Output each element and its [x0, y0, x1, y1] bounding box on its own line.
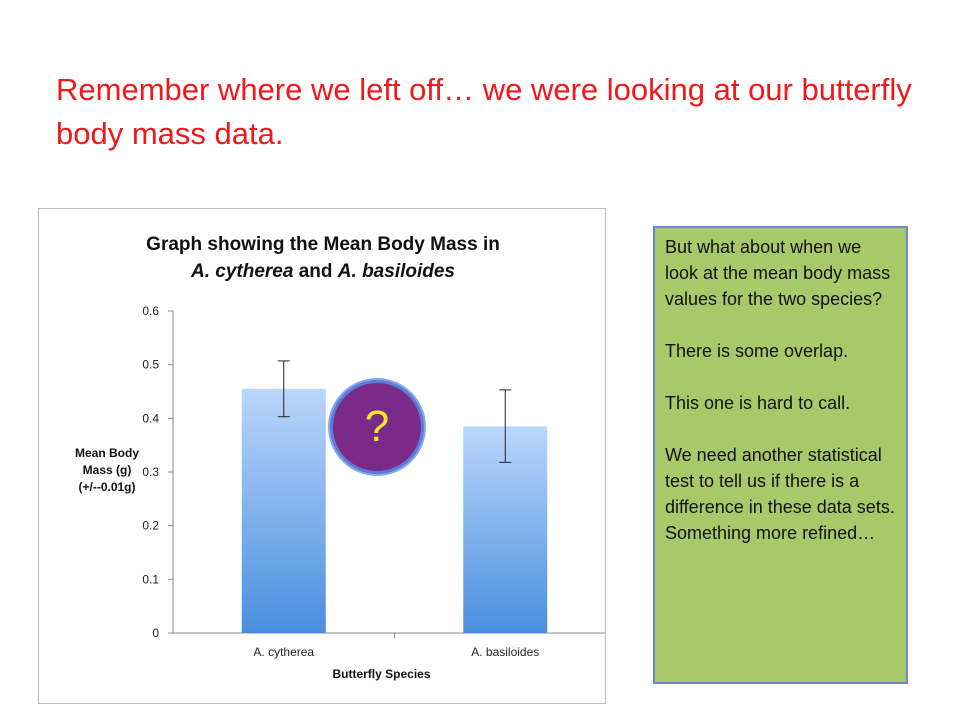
note-paragraph-1: But what about when we look at the mean body mass values for the two species? — [665, 237, 891, 309]
y-tick-label: 0.2 — [142, 518, 159, 533]
y-tick-label: 0.3 — [142, 465, 159, 479]
bar-chart — [38, 208, 606, 704]
note-box — [653, 226, 908, 684]
question-circle-icon: ? — [330, 380, 424, 474]
y-tick-label: 0 — [152, 626, 159, 640]
x-axis-label: Butterfly Species — [332, 667, 431, 681]
y-tick-label: 0.6 — [142, 304, 159, 318]
chart-title — [39, 231, 607, 285]
slide-title: Remember where we left off… we were looking at our butterfly body mass data. — [56, 72, 912, 151]
note-paragraph-2: There is some overlap. — [665, 341, 849, 361]
y-tick-label: 0.4 — [142, 411, 159, 426]
chart-title-line1: Graph showing the Mean Body Mass in — [146, 234, 500, 255]
y-tick-label: 0.1 — [142, 572, 159, 587]
bar — [242, 389, 326, 633]
chart-title-and: and — [293, 261, 338, 282]
x-tick-label: A. basiloides — [471, 645, 540, 659]
note-paragraph-4: We need another statistical test to tell us if there is a difference in these data sets. Something more refined… — [665, 445, 895, 543]
note-paragraph-3: This one is hard to call. — [665, 393, 851, 413]
x-tick-label: A. cytherea — [253, 645, 315, 659]
y-axis-label: Mean Body Mass (g) (+/--0.01g) — [74, 446, 139, 494]
chart-title-species1: A. cytherea — [191, 261, 294, 282]
chart-title-species2: A. basiloides — [337, 261, 455, 282]
y-tick-label: 0.5 — [142, 357, 159, 372]
